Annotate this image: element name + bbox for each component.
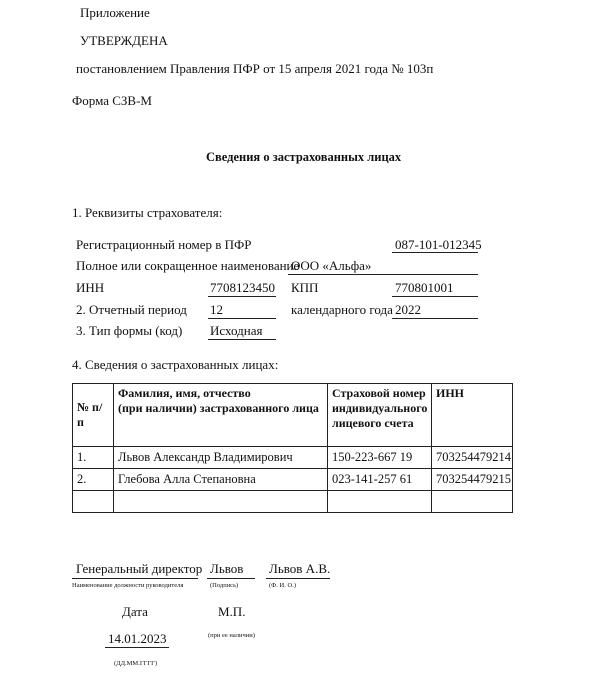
signature-value: Львов — [210, 561, 244, 576]
form-type-label: 3. Тип формы (код) — [76, 323, 183, 338]
form-type-value: Исходная — [210, 323, 263, 338]
empty-cell — [114, 491, 328, 513]
empty-cell — [73, 491, 114, 513]
signature-caption: (Подпись) — [210, 582, 239, 589]
position-underline — [72, 578, 198, 579]
form-name: Форма СЗВ-М — [72, 93, 152, 108]
table-row-empty — [73, 491, 513, 513]
inn-underline — [208, 296, 276, 297]
fio-underline — [266, 578, 330, 579]
date-value: 14.01.2023 — [108, 631, 167, 646]
appendix-label: Приложение — [80, 5, 150, 20]
year-value: 2022 — [395, 302, 421, 317]
reg-number-value: 087-101-012345 — [395, 237, 482, 252]
year-label: календарного года — [291, 302, 393, 317]
insured-persons-table — [72, 383, 513, 513]
row-snils: 023-141-257 61 — [328, 469, 432, 491]
row-number: 1. — [73, 447, 114, 469]
period-underline — [208, 318, 276, 319]
col-fio-header: Фамилия, имя, отчество (при наличии) застрахованного лица — [114, 384, 328, 447]
org-name-value: ООО «Альфа» — [291, 258, 372, 273]
approved-label: УТВЕРЖДЕНА — [80, 33, 168, 48]
col-snils-header: Страховой номер индивидуального лицевого счета — [328, 384, 432, 447]
period-value: 12 — [210, 302, 223, 317]
row-fio: Львов Александр Владимирович — [114, 447, 328, 469]
fio-value: Львов А.В. — [269, 561, 331, 576]
row-snils: 150-223-667 19 — [328, 447, 432, 469]
stamp-caption: (при ее наличии) — [208, 632, 255, 639]
inn-value: 7708123450 — [210, 280, 275, 295]
col-inn-header: ИНН — [432, 384, 513, 447]
signature-underline — [207, 578, 255, 579]
org-name-label: Полное или сокращенное наименование — [76, 258, 300, 273]
row-inn: 703254479214 — [432, 447, 513, 469]
row-inn: 703254479215 — [432, 469, 513, 491]
reg-number-label: Регистрационный номер в ПФР — [76, 237, 252, 252]
director-position: Генеральный директор — [76, 561, 203, 576]
row-fio: Глебова Алла Степановна — [114, 469, 328, 491]
section1-heading: 1. Реквизиты страхователя: — [72, 205, 223, 220]
stamp-label: М.П. — [218, 604, 246, 619]
date-caption: (ДД.ММ.ГГГГ) — [114, 660, 158, 667]
org-name-underline — [288, 274, 478, 275]
empty-cell — [432, 491, 513, 513]
kpp-underline — [392, 296, 478, 297]
empty-cell — [328, 491, 432, 513]
inn-label: ИНН — [76, 280, 105, 295]
position-caption: Наименование должности руководителя — [72, 582, 184, 589]
kpp-value: 770801001 — [395, 280, 454, 295]
col-number-header: № п/п — [73, 384, 114, 447]
form-type-underline — [208, 339, 276, 340]
document-title: Сведения о застрахованных лицах — [206, 150, 402, 164]
resolution-text: постановлением Правления ПФР от 15 апреля 2021 года № 103п — [76, 61, 434, 76]
period-label: 2. Отчетный период — [76, 302, 187, 317]
date-label: Дата — [122, 604, 148, 619]
row-number: 2. — [73, 469, 114, 491]
year-underline — [392, 318, 478, 319]
date-underline — [105, 647, 169, 648]
fio-caption: (Ф. И. О.) — [269, 582, 296, 589]
section4-heading: 4. Сведения о застрахованных лицах: — [72, 357, 279, 372]
table-row — [73, 469, 513, 491]
table-row — [73, 447, 513, 469]
table-header-row — [73, 384, 513, 447]
kpp-label: КПП — [291, 280, 319, 295]
reg-number-underline — [392, 252, 478, 253]
